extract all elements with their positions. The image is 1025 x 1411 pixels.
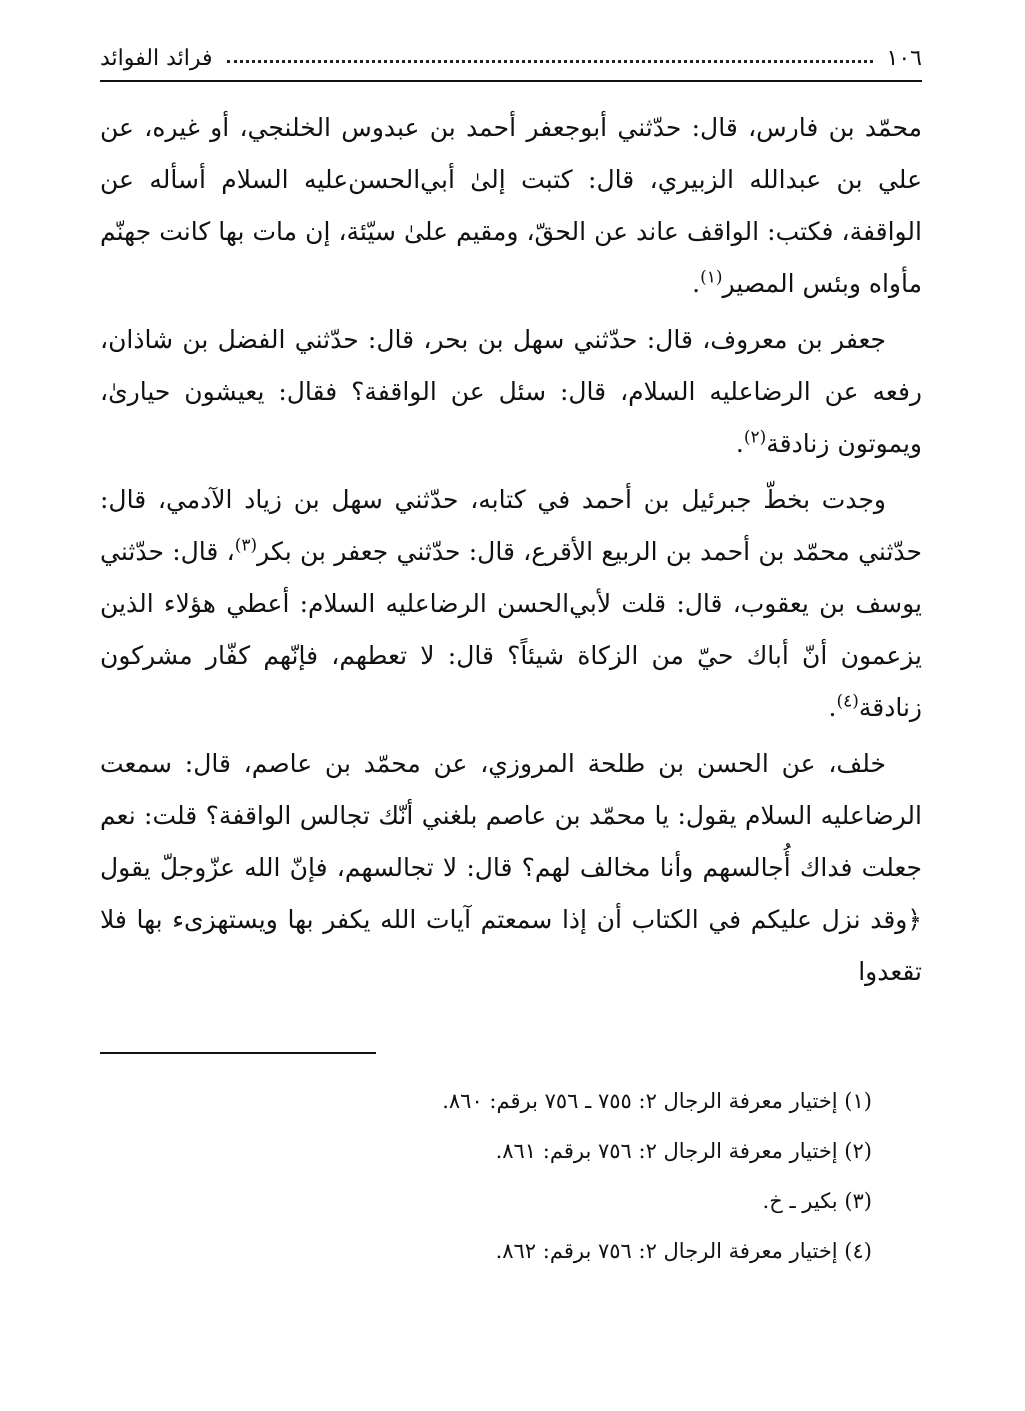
paragraph-text: ، قال: حدّثني يوسف بن يعقوب، قال: قلت لأبي‌الحسن الرضاعليه السلام: أعطي هؤلاء الذين يزعمون أنّ أباك حيّ من الزكاة شيئاً؟ قال: لا تعطهم، فإنّهم كفّار مشركون زنادقة [100,537,922,722]
body-text [100,102,922,998]
footnote-ref-2: (٢) [743,427,767,448]
footnote-ref-3: (٣) [234,535,258,556]
footnote-3: (٣) بكير ـ خ. [762,1189,872,1213]
paragraph-text: خلف، عن الحسن بن طلحة المروزي، عن محمّد بن عاصم، قال: سمعت الرضاعليه السلام يقول: يا محمّد بن عاصم بلغني أنّك تجالس الواقفة؟ قلت: نعم جعلت فداك أُجالسهم وأنا مخالف لهم؟ قال: لا تجالسهم، فإنّ الله عزّوجلّ يقول ﴿وقد نزل عليكم في الكتاب أن إذا سمعتم آيات الله يكفر بها ويستهزىء بها فلا تقعدوا [100,749,922,986]
page-number: ١٠٦ [886,45,922,71]
book-title: فرائد الفوائد [100,45,213,71]
paragraph-text: جعفر بن معروف، قال: حدّثني سهل بن بحر، قال: حدّثني الفضل بن شاذان، رفعه عن الرضاعليه السلام، قال: سئل عن الواقفة؟ فقال: يعيشون حيارىٰ، ويموتون زنادقة [100,325,922,458]
footnote-2: (٢) إختيار معرفة الرجال ٢: ٧٥٦ برقم: ٨٦١. [495,1139,872,1163]
paragraph-1: محمّد بن فارس، قال: حدّثني أبوجعفر أحمد بن عبدوس الخلنجي، أو غيره، عن علي بن عبدالله الزبيري، قال: كتبت إلىٰ أبي‌الحسن‌عليه السلام أسأله عن الواقفة، فكتب: الواقف عاند عن الحقّ، ومقيم علىٰ سيّئة، إن مات بها كانت جهنّم مأواه وبئس المصير$^{(١)}$. [100,113,922,298]
leader-dots [227,60,873,63]
footnote-ref-4: (٤) [836,691,859,712]
footnote-4: (٤) إختيار معرفة الرجال ٢: ٧٥٦ برقم: ٨٦٢. [495,1239,872,1263]
paragraph-4 [100,738,922,998]
paragraph-text: وجدت بخطّ جبرئيل بن أحمد في كتابه، حدّثني سهل بن زياد الآدمي، قال: حدّثني محمّد بن أحمد بن الربيع الأقرع، قال: حدّثني جعفر بن بكر [100,485,922,566]
footnote-rule [100,1052,376,1054]
paragraph-2: جعفر بن معروف، قال: حدّثني سهل بن بحر، قال: حدّثني الفضل بن شاذان، رفعه عن الرضاعليه السلام، قال: سئل عن الواقفة؟ فقال: يعيشون حيارىٰ، ويموتون زنادقة$^{(٢)}$. [100,325,922,458]
paragraph-text: محمّد بن فارس، قال: حدّثني أبوجعفر أحمد بن عبدوس الخلنجي، أو غيره، عن علي بن عبدالله الزبيري، قال: كتبت إلىٰ أبي‌الحسن‌عليه السلام أسأله عن الواقفة، فكتب: الواقف عاند عن الحقّ، ومقيم علىٰ سيّئة، إن مات بها كانت جهنّم مأواه وبئس المصير [100,113,922,298]
header-rule [100,80,922,82]
running-head [100,30,922,86]
footnote-1: (١) إختيار معرفة الرجال ٢: ٧٥٥ ـ ٧٥٦ برقم: ٨٦٠. [442,1089,872,1113]
footnote-ref-1: (١) [700,267,723,288]
footnotes [100,1076,922,1276]
paragraph-3: وجدت بخطّ جبرئيل بن أحمد في كتابه، حدّثني سهل بن زياد الآدمي، قال: حدّثني محمّد بن أحمد بن الربيع الأقرع، قال: حدّثني جعفر بن بكر$^{(٣)}$، قال: حدّثني يوسف بن يعقوب، قال: قلت لأبي‌الحسن الرضاعليه السلام: أعطي هؤلاء الذين يزعمون أنّ أباك حيّ من الزكاة شيئاً؟ قال: لا تعطهم، فإنّهم كفّار مشركون زنادقة$^{(٤)}$. [100,485,922,722]
page [100,30,922,1276]
